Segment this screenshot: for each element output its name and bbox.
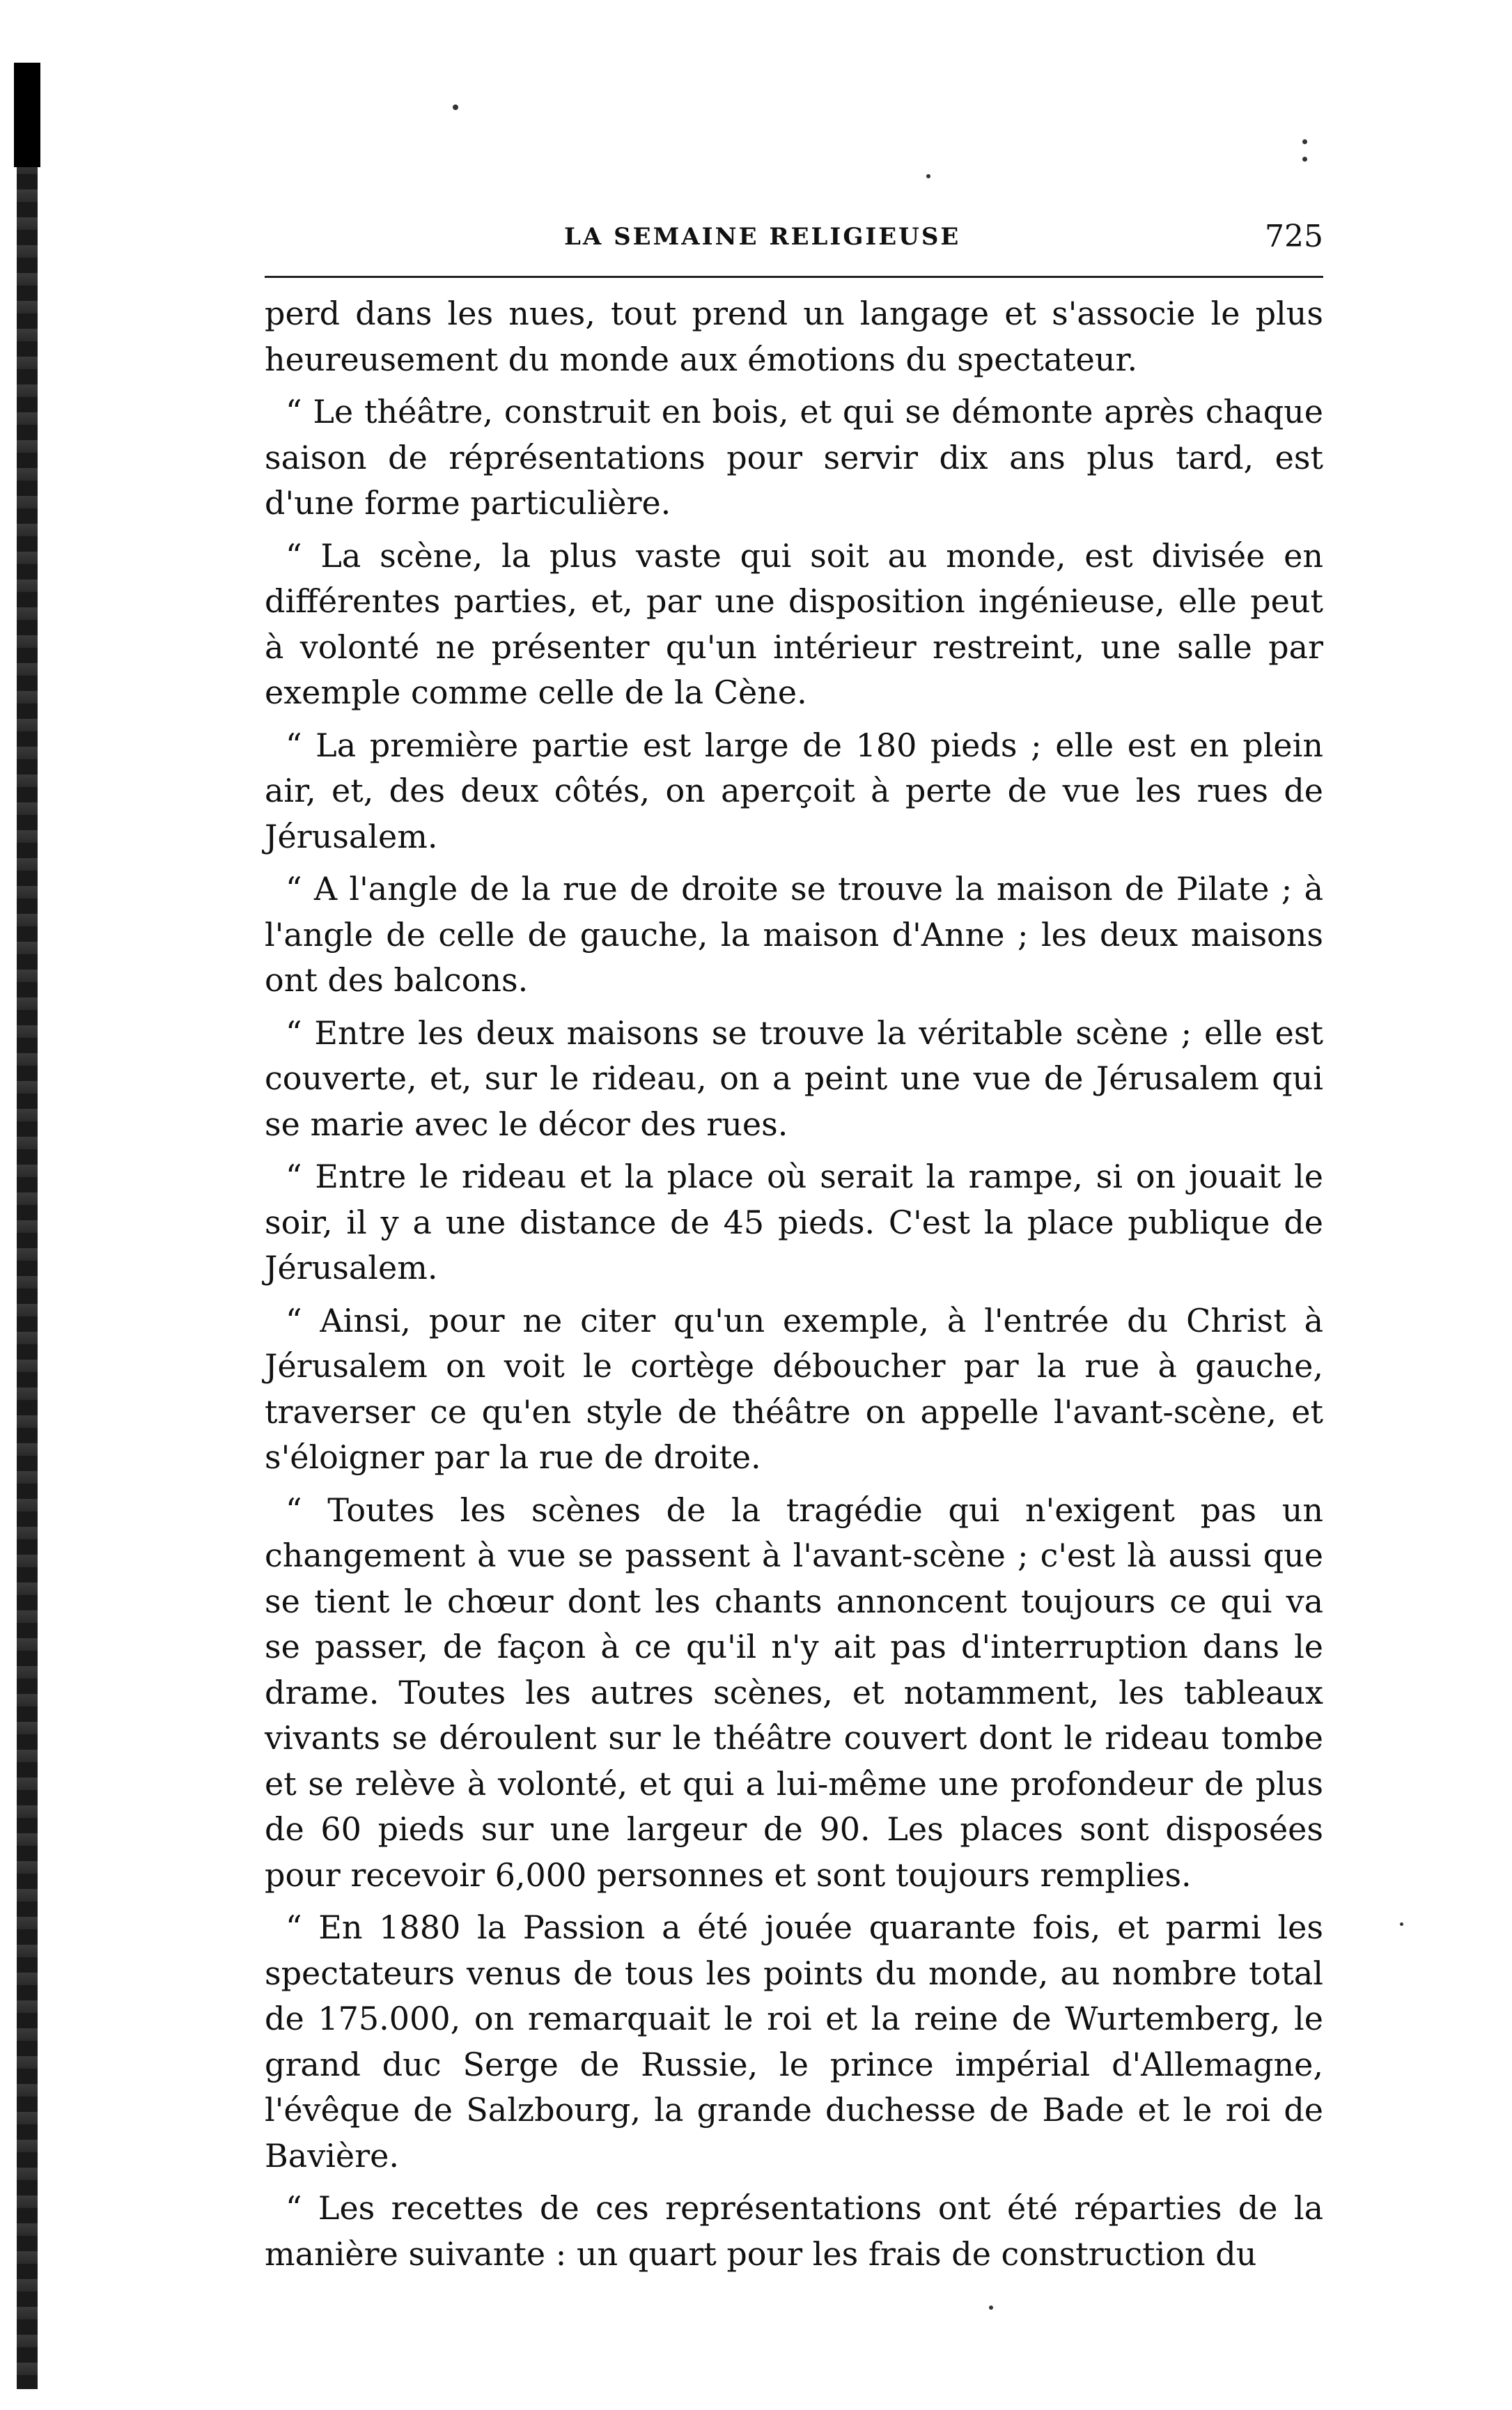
print-speck [989,2306,993,2310]
paragraph: “ La scène, la plus vaste qui soit au monde, est divisée en différentes parties, et, par une disposition ingénieuse, elle peut à volonté ne présenter qu'un intérieur restreint, une salle par exemple comme celle de la Cène. [265,536,1323,711]
running-title: LA SEMAINE RELIGIEUSE [564,223,961,251]
paragraph: “ Entre les deux maisons se trouve la véritable scène ; elle est couverte, et, sur le rideau, on a peint une vue de Jérusalem qui se marie avec le décor des rues. [265,1013,1323,1143]
paragraph: “ Ainsi, pour ne citer qu'un exemple, à l'entrée du Christ à Jérusalem on voit le cortège déboucher par la rue à gauche, traverser ce qu'en style de théâtre on appelle l'avant-scène, et s'éloigner par la rue de droite. [265,1301,1323,1476]
paragraph: “ Toutes les scènes de la tragédie qui n'exigent pas un changement à vue se passent à l'avant-scène ; c'est là aussi que se tient le chœur dont les chants annoncent toujours ce qui va se passer, de façon à ce qu'il n'y ait pas d'interruption dans le drame. Toutes les autres scènes, et notamment, les tableaux vivants se déroulent sur le théâtre couvert dont le rideau tombe et se relève à volonté, et qui a lui-même une profondeur de plus de 60 pieds sur une largeur de 90. Les places sont disposées pour recevoir 6,000 personnes et sont toujours remplies. [265,1491,1323,1894]
paragraph: “ La première partie est large de 180 pieds ; elle est en plein air, et, des deux côtés, on aperçoit à perte de vue les rues de Jérusalem. [265,726,1323,855]
paragraph: “ A l'angle de la rue de droite se trouve la maison de Pilate ; à l'angle de celle de gauche, la maison d'Anne ; les deux maisons ont des balcons. [265,870,1323,999]
header-rule [265,276,1323,278]
binding-edge-top [14,63,40,167]
paragraph: perd dans les nues, tout prend un langage et s'associe le plus heureusement du monde aux émotions du spectateur. [265,295,1323,378]
paragraph: “ Entre le rideau et la place où serait la rampe, si on jouait le soir, il y a une distance de 45 pieds. C'est la place publique de Jérusalem. [265,1158,1323,1286]
print-speck [1400,1922,1403,1926]
page-number: 725 [1265,219,1323,254]
paragraph: “ En 1880 la Passion a été jouée quarante fois, et parmi les spectateurs venus de tous les points du monde, au nombre total de 175.000, on remarquait le roi et la reine de Wurtemberg, le grand duc Serge de Russie, le prince impérial d'Allemagne, l'évêque de Salzbourg, la grande duchesse de Bade et le roi de Bavière. [265,1908,1323,2175]
running-header [265,216,1323,258]
print-speck [1302,157,1307,162]
print-speck [1302,139,1307,144]
body-text [265,291,1323,2284]
print-speck [926,174,930,178]
paragraph: “ Le théâtre, construit en bois, et qui se démonte après chaque saison de réprésentations pour servir dix ans plus tard, est d'une forme particulière. [265,393,1323,522]
binding-edge [17,63,38,2389]
print-speck [453,104,458,110]
paragraph: “ Les recettes de ces représentations ont été réparties de la manière suivante : un quart pour les frais de construction du [265,2189,1323,2273]
